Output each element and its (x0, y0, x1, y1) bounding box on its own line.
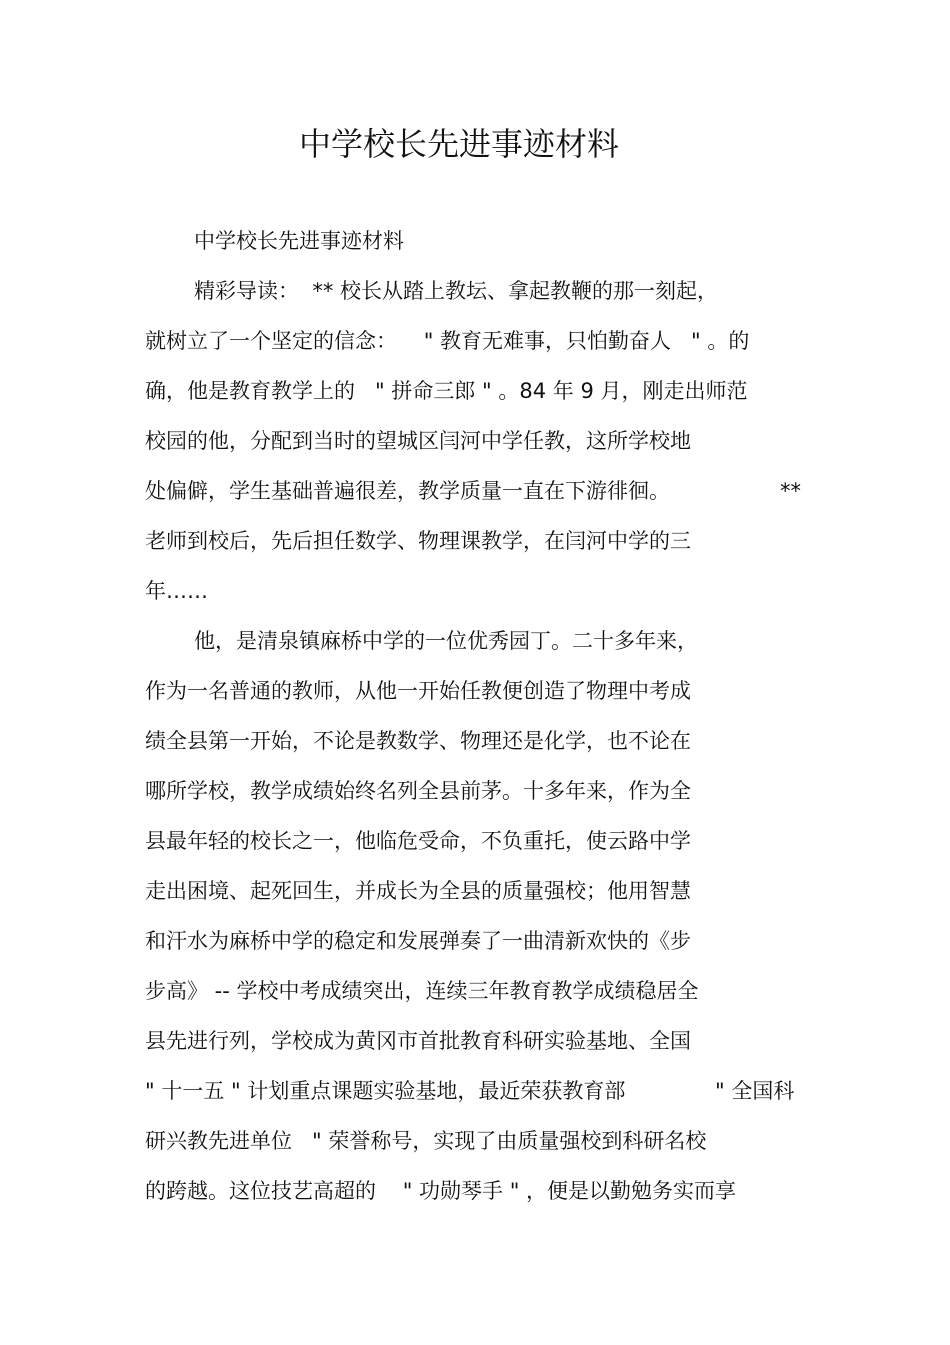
intro-line-1: 精彩导读： ** 校长从踏上教坛、拿起教鞭的那一刻起， (194, 279, 719, 303)
body-line-8: 步高》 -- 学校中考成绩突出，连续三年教育教学成绩稳居全 (145, 979, 699, 1003)
body-line-5: 县最年轻的校长之一，他临危受命，不负重托，使云路中学 (145, 829, 691, 853)
subtitle: 中学校长先进事迹材料 (194, 229, 404, 253)
body-line-11: 研兴教先进单位 " 荣誉称号，实现了由质量强校到科研名校 (145, 1129, 707, 1153)
document-title: 中学校长先进事迹材料 (298, 125, 619, 163)
intro-line-2: 就树立了一个坚定的信念： " 教育无难事，只怕勤奋人 " 。的 (145, 329, 750, 353)
body-line-9: 县先进行列，学校成为黄冈市首批教育科研实验基地、全国 (145, 1029, 691, 1053)
body-line-10: " 十一五 " 计划重点课题实验基地，最近荣获教育部 (145, 1079, 626, 1103)
intro-line-4: 校园的他，分配到当时的望城区闫河中学任教，这所学校地 (145, 429, 691, 453)
body-line-3: 绩全县第一开始，不论是教数学、物理还是化学，也不论在 (145, 729, 691, 753)
body-line-6: 走出困境、起死回生，并成长为全县的质量强校；他用智慧 (145, 879, 691, 903)
body-line-10-tail: " 全国科 (715, 1079, 795, 1103)
body-line-12: 的跨越。这位技艺高超的 " 功勋琴手 " ，便是以勤勉务实而享 (145, 1179, 737, 1203)
intro-line-5-tail: ** (780, 479, 801, 503)
intro-line-6: 老师到校后，先后担任数学、物理课教学，在闫河中学的三 (145, 529, 691, 553)
body-line-2: 作为一名普通的教师，从他一开始任教便创造了物理中考成 (145, 679, 691, 703)
body-line-1: 他，是清泉镇麻桥中学的一位优秀园丁。二十多年来， (194, 629, 698, 653)
intro-line-7: 年…… (145, 579, 208, 603)
intro-line-3: 确，他是教育教学上的 " 拼命三郎 " 。84 年 9 月，刚走出师范 (145, 379, 748, 403)
intro-line-5: 处偏僻，学生基础普遍很差，教学质量一直在下游徘徊。 (145, 479, 670, 503)
body-line-7: 和汗水为麻桥中学的稳定和发展弹奏了一曲清新欢快的《步 (145, 929, 691, 953)
body-line-4: 哪所学校，教学成绩始终名列全县前茅。十多年来，作为全 (145, 779, 691, 803)
